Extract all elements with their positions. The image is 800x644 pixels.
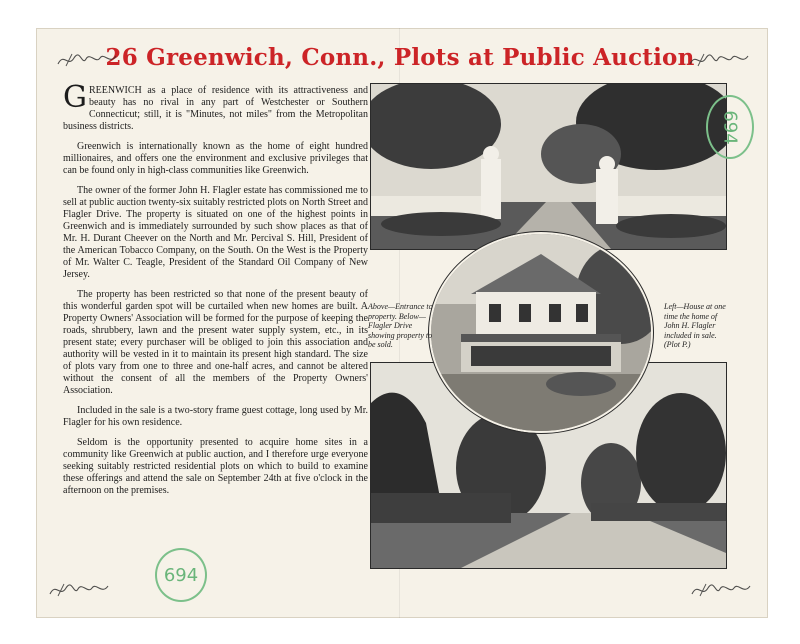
inventory-stamp-bottom: 694	[155, 548, 207, 602]
paragraph-millionaires: Greenwich is internationally known as the home of eight hundred millionaires, and offers one the environment and exclusive privileges that can be found only in high-class communities like Greenwich.	[63, 141, 368, 176]
inventory-stamp-top: 694	[706, 95, 754, 159]
page-title: 26 Greenwich, Conn., Plots at Public Auction	[105, 44, 695, 71]
paragraph-cottage: Included in the sale is a two-story frame guest cottage, long used by Mr. Flagler for his own residence.	[63, 405, 368, 428]
signature-bottom-left	[48, 580, 110, 603]
paragraph-invitation: Seldom is the opportunity presented to acquire home sites in a community like Greenwich at public auction, and I therefore urge everyone seeking suitably restricted residential plots on which to build to examine these offerings and attend the sale on September 24th at five o'clock in the afternoon on the premises.	[63, 437, 368, 496]
body-text	[63, 80, 368, 505]
paragraph-restrictions: The property has been restricted so that none of the present beauty of this wonderful garden spot will be curtailed when new homes are built. A Property Owners' Association will be formed for the purpose of keeping the roads, shrubbery, lawn and the present water supply system, etc., in its present state; every purchaser will be obliged to join this association and authority will be vested in it to maintain its present high standard. The size of plots vary from one to three and one-half acres, and cannot be altered without the consent of all the members of the Property Owners' Association.	[63, 289, 368, 396]
signature-bottom-right	[690, 580, 752, 603]
paragraph-owner: The owner of the former John H. Flagler estate has commissioned me to sell at public auction twenty-six suitably restricted plots on North Street and Flagler Drive. The property is situated on one of the highest points in Greenwich and is immediately surrounded by such show places as that of Mr. H. Durant Cheever on the North and Mr. Percival S. Hill, President of the American Tobacco Company, on the South. On the West is the Property of Mr. Walter C. Teagle, President of the Standard Oil Company of New Jersey.	[63, 185, 368, 280]
caption-right: Left—House at one time the home of John H. Flagler included in sale. (Plot P.)	[664, 302, 726, 349]
signature-top-right	[688, 50, 750, 73]
signature-top-left	[56, 50, 118, 73]
photo-flagler-house	[429, 232, 653, 433]
paragraph-intro: GREENWICH as a place of residence with its attractiveness and beauty has no rival in any part of Westchester or Southern Connecticut; still, it is "Minutes, not miles" from the Metropolitan business districts.	[63, 80, 368, 132]
drop-cap: G	[63, 80, 87, 115]
photo-entrance	[370, 83, 727, 250]
caption-left: Above—Entrance to property. Below—Flagler Drive showing property to be sold.	[368, 302, 433, 349]
